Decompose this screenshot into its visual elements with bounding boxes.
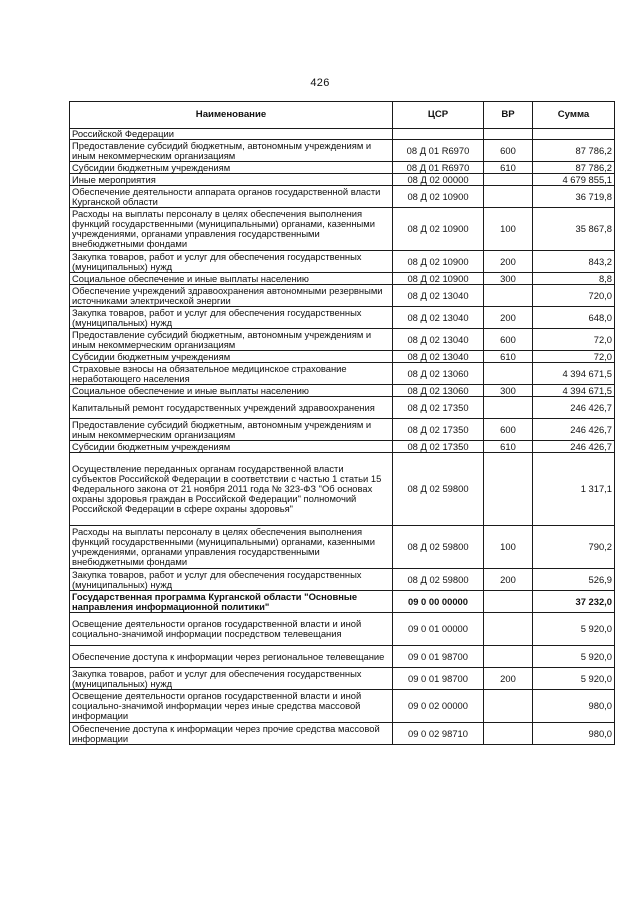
cell-sum: 35 867,8 [533, 208, 615, 251]
cell-name: Обеспечение доступа к информации через региональное телевещание [70, 646, 393, 668]
cell-vr: 100 [484, 208, 533, 251]
cell-name: Расходы на выплаты персоналу в целях обеспечения выполнения функций государственными (муниципальными) органами, казенными учреждениями, органами управления государственными внебюджетными фондами [70, 208, 393, 251]
cell-csr: 09 0 00 00000 [393, 591, 484, 613]
cell-csr [393, 129, 484, 140]
cell-vr [484, 613, 533, 646]
table-row [70, 363, 615, 385]
cell-csr: 08 Д 02 17350 [393, 441, 484, 453]
cell-name: Капитальный ремонт государственных учреждений здравоохранения [70, 397, 393, 419]
cell-sum: 87 786,2 [533, 140, 615, 162]
cell-vr: 600 [484, 329, 533, 351]
cell-sum: 1 317,1 [533, 453, 615, 526]
cell-name: Иные мероприятия [70, 174, 393, 186]
cell-vr [484, 646, 533, 668]
cell-csr: 08 Д 02 13060 [393, 363, 484, 385]
cell-csr: 08 Д 02 13060 [393, 385, 484, 397]
cell-vr [484, 397, 533, 419]
cell-vr [484, 186, 533, 208]
cell-vr: 200 [484, 668, 533, 690]
cell-csr: 08 Д 02 13040 [393, 285, 484, 307]
column-header-csr: ЦСР [393, 102, 484, 129]
cell-csr: 08 Д 02 17350 [393, 397, 484, 419]
table-row [70, 174, 615, 186]
cell-name: Субсидии бюджетным учреждениям [70, 351, 393, 363]
table-row [70, 591, 615, 613]
table-row [70, 129, 615, 140]
cell-csr: 08 Д 02 13040 [393, 329, 484, 351]
cell-sum: 5 920,0 [533, 646, 615, 668]
cell-csr: 08 Д 01 R6970 [393, 162, 484, 174]
cell-name: Закупка товаров, работ и услуг для обеспечения государственных (муниципальных) нужд [70, 569, 393, 591]
cell-vr: 300 [484, 385, 533, 397]
cell-name: Российской Федерации [70, 129, 393, 140]
cell-vr: 610 [484, 441, 533, 453]
cell-csr: 08 Д 02 13040 [393, 307, 484, 329]
cell-vr: 200 [484, 251, 533, 273]
cell-vr [484, 453, 533, 526]
cell-sum: 790,2 [533, 526, 615, 569]
table-row [70, 723, 615, 745]
cell-vr: 200 [484, 307, 533, 329]
cell-vr [484, 591, 533, 613]
table-body [70, 129, 615, 745]
cell-sum: 246 426,7 [533, 441, 615, 453]
cell-name: Закупка товаров, работ и услуг для обеспечения государственных (муниципальных) нужд [70, 668, 393, 690]
cell-sum: 4 394 671,5 [533, 385, 615, 397]
cell-sum: 72,0 [533, 329, 615, 351]
cell-name: Предоставление субсидий бюджетным, автономным учреждениям и иным некоммерческим организациям [70, 419, 393, 441]
cell-name: Предоставление субсидий бюджетным, автономным учреждениям и иным некоммерческим организациям [70, 140, 393, 162]
cell-name: Субсидии бюджетным учреждениям [70, 162, 393, 174]
cell-csr: 08 Д 02 00000 [393, 174, 484, 186]
cell-csr: 08 Д 02 10900 [393, 208, 484, 251]
cell-vr [484, 723, 533, 745]
cell-vr: 610 [484, 351, 533, 363]
cell-name: Обеспечение учреждений здравоохранения автономными резервными источниками электрической энергии [70, 285, 393, 307]
table-header [70, 102, 615, 129]
cell-sum: 648,0 [533, 307, 615, 329]
cell-name: Социальное обеспечение и иные выплаты населению [70, 273, 393, 285]
cell-csr: 09 0 01 98700 [393, 668, 484, 690]
cell-sum: 37 232,0 [533, 591, 615, 613]
cell-sum: 980,0 [533, 723, 615, 745]
cell-sum: 246 426,7 [533, 419, 615, 441]
cell-vr [484, 174, 533, 186]
cell-sum [533, 129, 615, 140]
cell-vr [484, 129, 533, 140]
cell-vr: 200 [484, 569, 533, 591]
cell-csr: 09 0 01 00000 [393, 613, 484, 646]
table-row [70, 441, 615, 453]
cell-name: Государственная программа Курганской области "Основные направления информационной политики" [70, 591, 393, 613]
column-header-sum: Сумма [533, 102, 615, 129]
table-row [70, 385, 615, 397]
table-row [70, 273, 615, 285]
cell-vr: 300 [484, 273, 533, 285]
cell-csr: 08 Д 02 17350 [393, 419, 484, 441]
cell-sum: 720,0 [533, 285, 615, 307]
cell-name: Страховые взносы на обязательное медицинское страхование неработающего населения [70, 363, 393, 385]
header-row [70, 102, 615, 129]
cell-sum: 5 920,0 [533, 613, 615, 646]
cell-csr: 08 Д 01 R6970 [393, 140, 484, 162]
cell-sum: 5 920,0 [533, 668, 615, 690]
cell-vr: 100 [484, 526, 533, 569]
page-number: 426 [310, 77, 330, 89]
table-row [70, 613, 615, 646]
cell-csr: 08 Д 02 59800 [393, 569, 484, 591]
table-row [70, 162, 615, 174]
cell-sum: 8,8 [533, 273, 615, 285]
table-row [70, 251, 615, 273]
table-row [70, 690, 615, 723]
cell-sum: 526,9 [533, 569, 615, 591]
cell-csr: 09 0 01 98700 [393, 646, 484, 668]
column-header-name: Наименование [70, 102, 393, 129]
cell-csr: 08 Д 02 10900 [393, 186, 484, 208]
cell-vr [484, 363, 533, 385]
cell-csr: 08 Д 02 10900 [393, 251, 484, 273]
table-row [70, 140, 615, 162]
table-row [70, 453, 615, 526]
cell-sum: 843,2 [533, 251, 615, 273]
cell-name: Социальное обеспечение и иные выплаты населению [70, 385, 393, 397]
cell-name: Обеспечение деятельности аппарата органов государственной власти Курганской области [70, 186, 393, 208]
cell-csr: 08 Д 02 13040 [393, 351, 484, 363]
cell-sum: 980,0 [533, 690, 615, 723]
cell-name: Субсидии бюджетным учреждениям [70, 441, 393, 453]
cell-sum: 36 719,8 [533, 186, 615, 208]
cell-csr: 09 0 02 98710 [393, 723, 484, 745]
cell-sum: 4 679 855,1 [533, 174, 615, 186]
cell-name: Освещение деятельности органов государственной власти и иной социально-значимой информации посредством телевещания [70, 613, 393, 646]
table-row [70, 285, 615, 307]
table-row [70, 397, 615, 419]
cell-vr: 600 [484, 419, 533, 441]
cell-csr: 08 Д 02 10900 [393, 273, 484, 285]
cell-vr [484, 285, 533, 307]
table-row [70, 668, 615, 690]
cell-name: Осуществление переданных органам государственной власти субъектов Российской Федерации в соответствии с частью 1 статьи 15 Федерального закона от 21 ноября 2011 года № 323-ФЗ "Об основах охраны здоровья граждан в Российской Федерации" полномочий Российской Федерации в сфере охраны здоровья" [70, 453, 393, 526]
cell-name: Предоставление субсидий бюджетным, автономным учреждениям и иным некоммерческим организациям [70, 329, 393, 351]
cell-sum: 246 426,7 [533, 397, 615, 419]
table-row [70, 307, 615, 329]
cell-csr: 08 Д 02 59800 [393, 526, 484, 569]
table-row [70, 419, 615, 441]
cell-sum: 87 786,2 [533, 162, 615, 174]
table-row [70, 646, 615, 668]
cell-name: Закупка товаров, работ и услуг для обеспечения государственных (муниципальных) нужд [70, 307, 393, 329]
cell-sum: 4 394 671,5 [533, 363, 615, 385]
table-row [70, 329, 615, 351]
cell-vr: 610 [484, 162, 533, 174]
table-row [70, 208, 615, 251]
cell-csr: 08 Д 02 59800 [393, 453, 484, 526]
cell-vr: 600 [484, 140, 533, 162]
cell-sum: 72,0 [533, 351, 615, 363]
budget-table [69, 101, 615, 745]
cell-name: Обеспечение доступа к информации через прочие средства массовой информации [70, 723, 393, 745]
cell-name: Расходы на выплаты персоналу в целях обеспечения выполнения функций государственными (муниципальными) органами, казенными учреждениями, органами управления государственными внебюджетными фондами [70, 526, 393, 569]
table-row [70, 569, 615, 591]
cell-name: Освещение деятельности органов государственной власти и иной социально-значимой информации через иные средства массовой информации [70, 690, 393, 723]
cell-name: Закупка товаров, работ и услуг для обеспечения государственных (муниципальных) нужд [70, 251, 393, 273]
cell-vr [484, 690, 533, 723]
table-row [70, 351, 615, 363]
table-row [70, 186, 615, 208]
column-header-vr: ВР [484, 102, 533, 129]
cell-csr: 09 0 02 00000 [393, 690, 484, 723]
table-row [70, 526, 615, 569]
